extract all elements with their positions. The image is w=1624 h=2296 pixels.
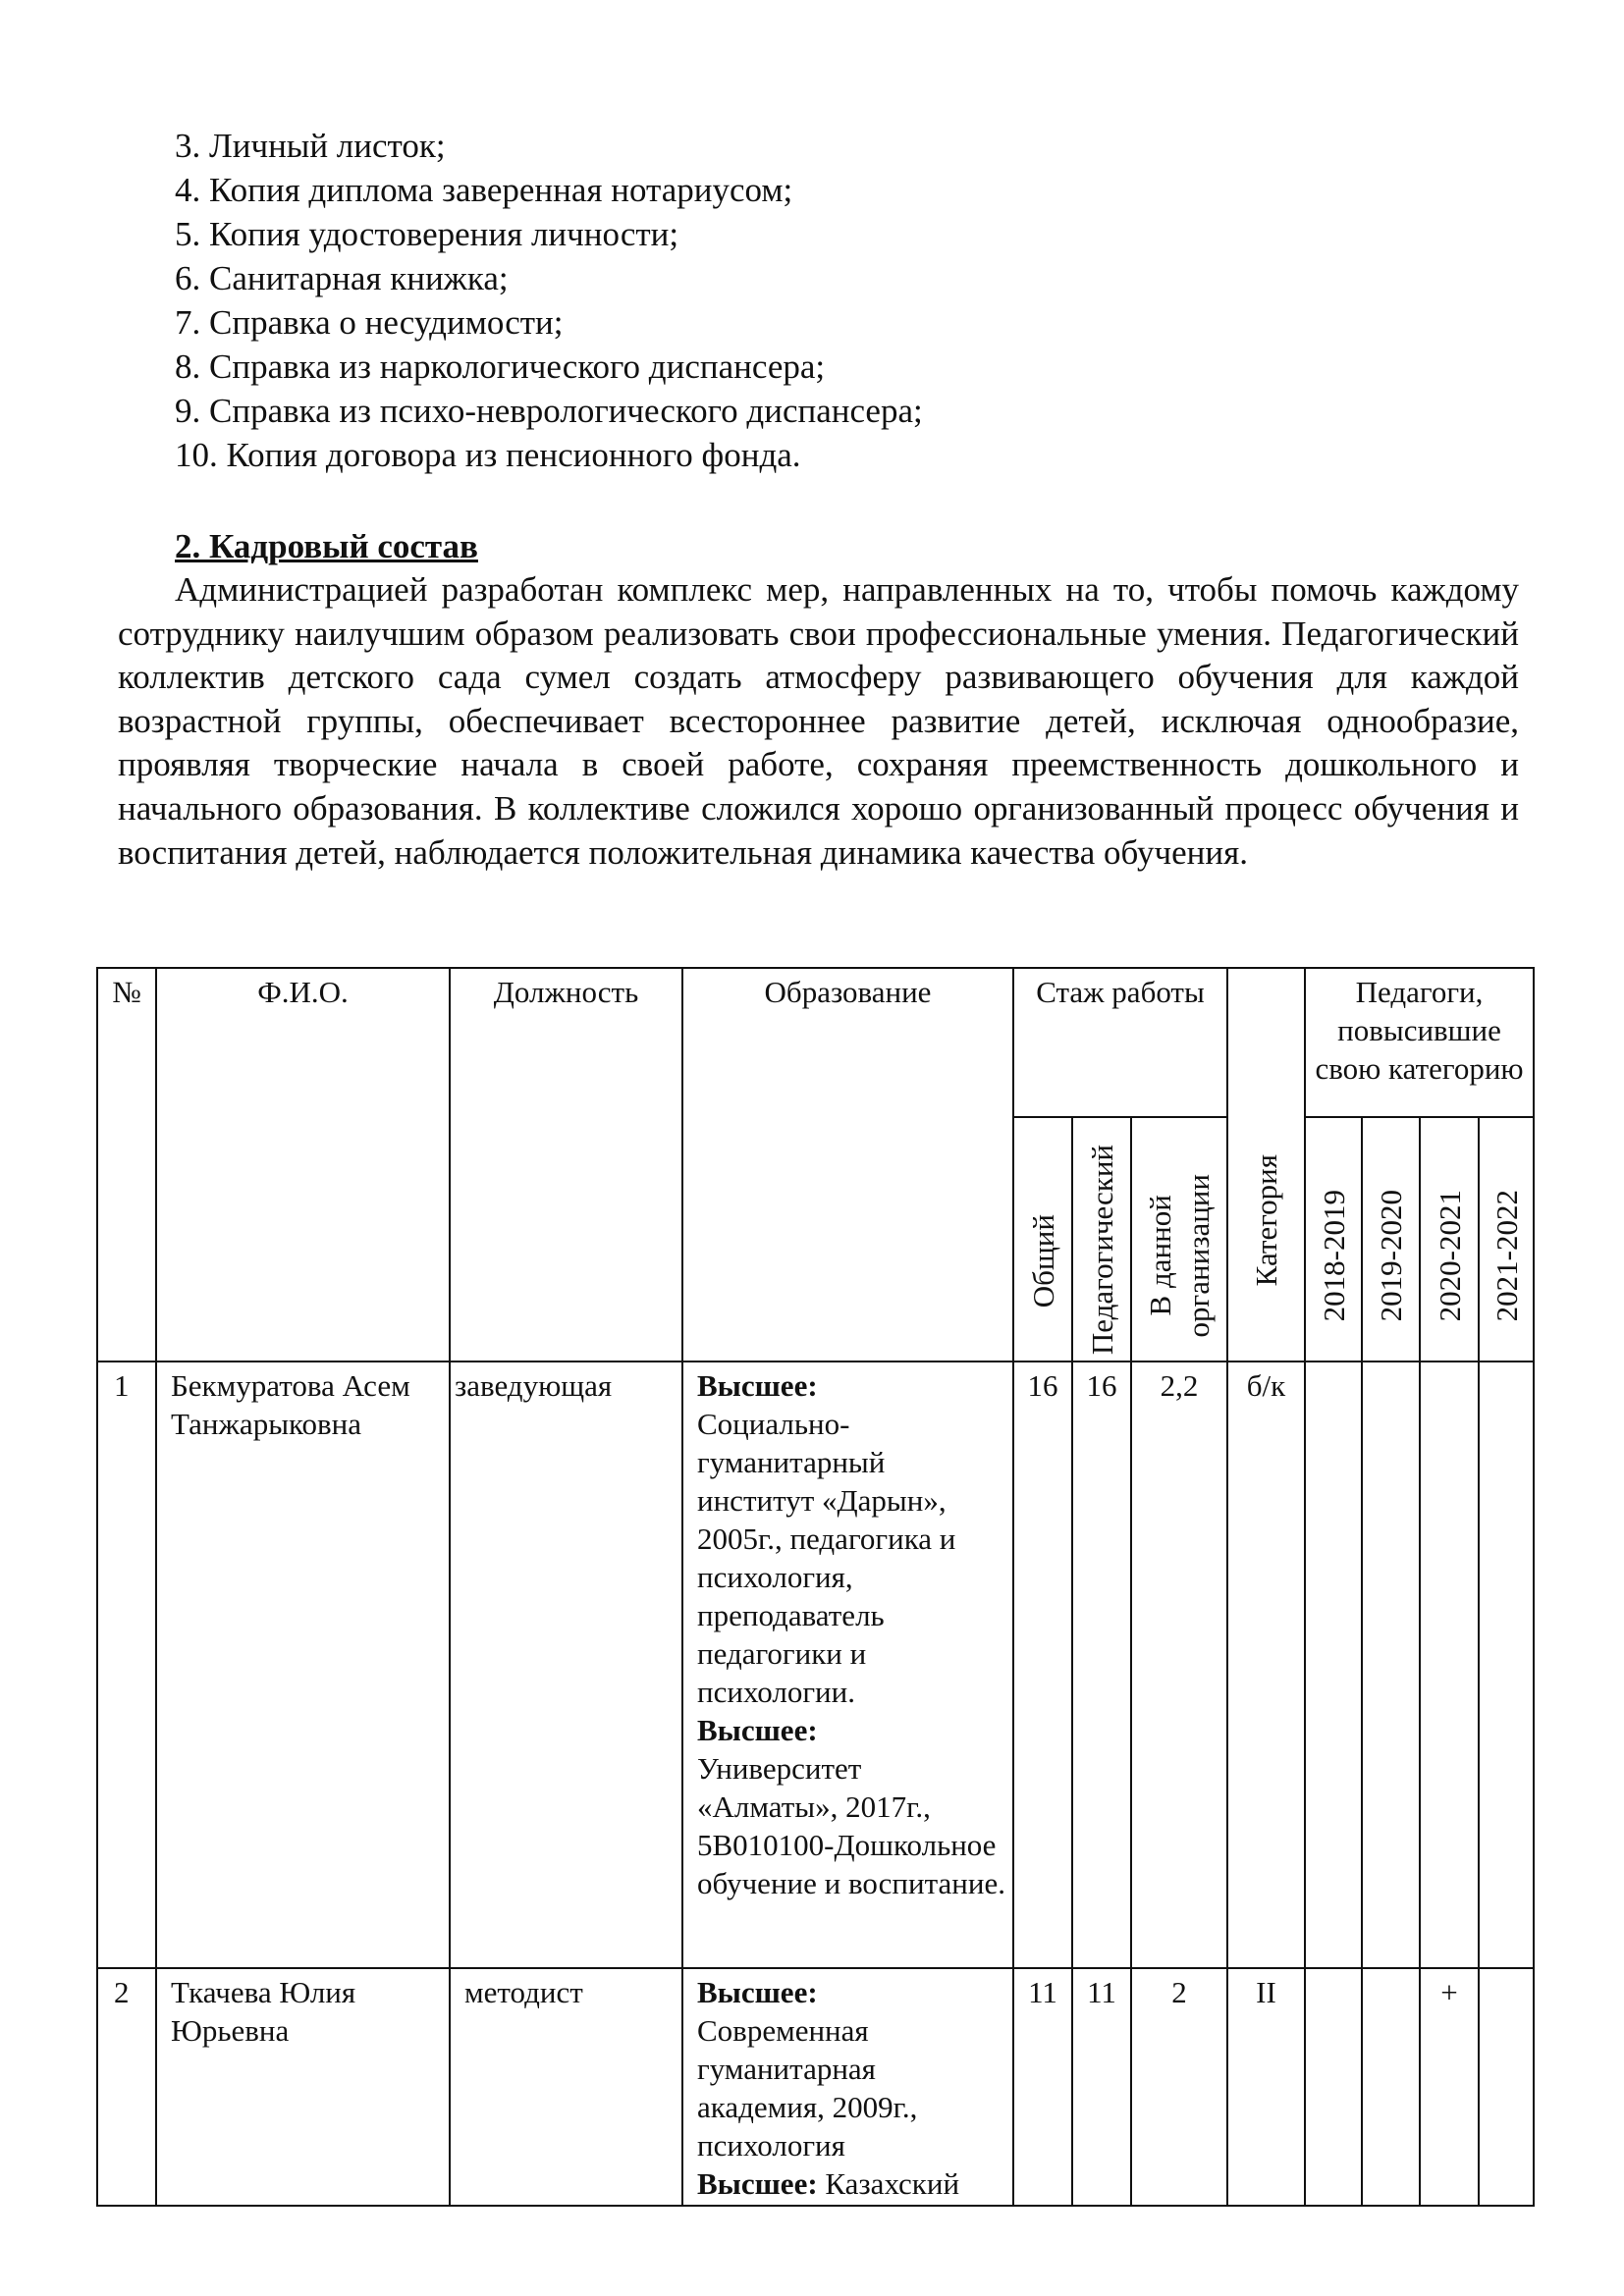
row-education: Высшее: Социально-гуманитарный институт «Дарын», 2005г., педагогика и психология, преподаватель педагогики и психологии. Высшее: Университет «Алматы», 2017г., 5В010100-Дошкольное обучение и воспитание. [682, 1362, 1013, 1968]
row-year-2019 [1362, 1362, 1420, 1968]
header-year-2021: 2021-2022 [1479, 1117, 1534, 1362]
header-exp-ped: Педагогический [1072, 1117, 1131, 1362]
header-year-2018: 2018-2019 [1305, 1117, 1362, 1362]
row-exp-ped: 11 [1072, 1968, 1131, 2206]
row-position: заведующая [450, 1362, 682, 1968]
section-heading: 2. Кадровый состав [175, 527, 478, 565]
list-item: 10. Копия договора из пенсионного фонда. [175, 436, 801, 474]
row-exp-org: 2 [1131, 1968, 1227, 2206]
header-exp-org: В данной организации [1131, 1117, 1227, 1362]
row-name: Ткачева Юлия Юрьевна [156, 1968, 450, 2206]
list-item: 9. Справка из психо-неврологического диспансера; [175, 392, 923, 430]
header-year-2020: 2020-2021 [1420, 1117, 1479, 1362]
list-item: 8. Справка из наркологического диспансера; [175, 347, 826, 386]
header-category [1227, 968, 1305, 1362]
row-position: методист [450, 1968, 682, 2206]
header-year-2019: 2019-2020 [1362, 1117, 1420, 1362]
header-experience: Стаж работы [1013, 968, 1227, 1117]
section-paragraph: Администрацией разработан комплекс мер, направленных на то, чтобы помочь каждому сотруднику наилучшим образом реализовать свои профессиональные умения. Педагогический коллектив детского сада сумел создать атмосферу развивающего обучения для каждой возрастной группы, обеспечивает всестороннее развитие детей, исключая однообразие, проявляя творческие начала в своей работе, сохраняя преемственность дошкольного и начального образования. В коллективе сложился хорошо организованный процесс обучения и воспитания детей, наблюдается положительная динамика качества обучения. [118, 570, 1519, 872]
row-exp-total: 16 [1013, 1362, 1072, 1968]
row-category: II [1227, 1968, 1305, 2206]
header-exp-total: Общий [1013, 1117, 1072, 1362]
list-item: 5. Копия удостоверения личности; [175, 215, 679, 253]
list-item: 4. Копия диплома заверенная нотариусом; [175, 171, 793, 209]
header-raised: Педагоги, повысившие свою категорию [1305, 968, 1534, 1117]
header-position: Должность [450, 968, 682, 1362]
row-year-2018 [1305, 1362, 1362, 1968]
header-name: Ф.И.О. [156, 968, 450, 1362]
row-category: б/к [1227, 1362, 1305, 1968]
header-category-label: Категория [1249, 1153, 1283, 1286]
table-header-row [97, 968, 1534, 1117]
row-num: 1 [97, 1362, 156, 1968]
row-exp-total: 11 [1013, 1968, 1072, 2206]
row-year-2021 [1479, 1362, 1534, 1968]
row-year-2020: + [1420, 1968, 1479, 2206]
row-year-2021 [1479, 1968, 1534, 2206]
row-name: Бекмуратова Асем Танжарыковна [156, 1362, 450, 1968]
document-list [175, 124, 1530, 477]
table-row [97, 1362, 1534, 1968]
header-num: № [97, 968, 156, 1362]
header-education: Образование [682, 968, 1013, 1362]
list-item: 3. Личный листок; [175, 127, 446, 165]
row-exp-ped: 16 [1072, 1362, 1131, 1968]
row-num: 2 [97, 1968, 156, 2206]
list-item: 6. Санитарная книжка; [175, 259, 509, 297]
row-education: Высшее: Современная гуманитарная академия, 2009г., психология Высшее: Казахский [682, 1968, 1013, 2206]
row-exp-org: 2,2 [1131, 1362, 1227, 1968]
staff-table [96, 967, 1535, 2207]
row-year-2020 [1420, 1362, 1479, 1968]
row-year-2019 [1362, 1968, 1420, 2206]
row-year-2018 [1305, 1968, 1362, 2206]
list-item: 7. Справка о несудимости; [175, 303, 564, 342]
table-row [97, 1968, 1534, 2206]
